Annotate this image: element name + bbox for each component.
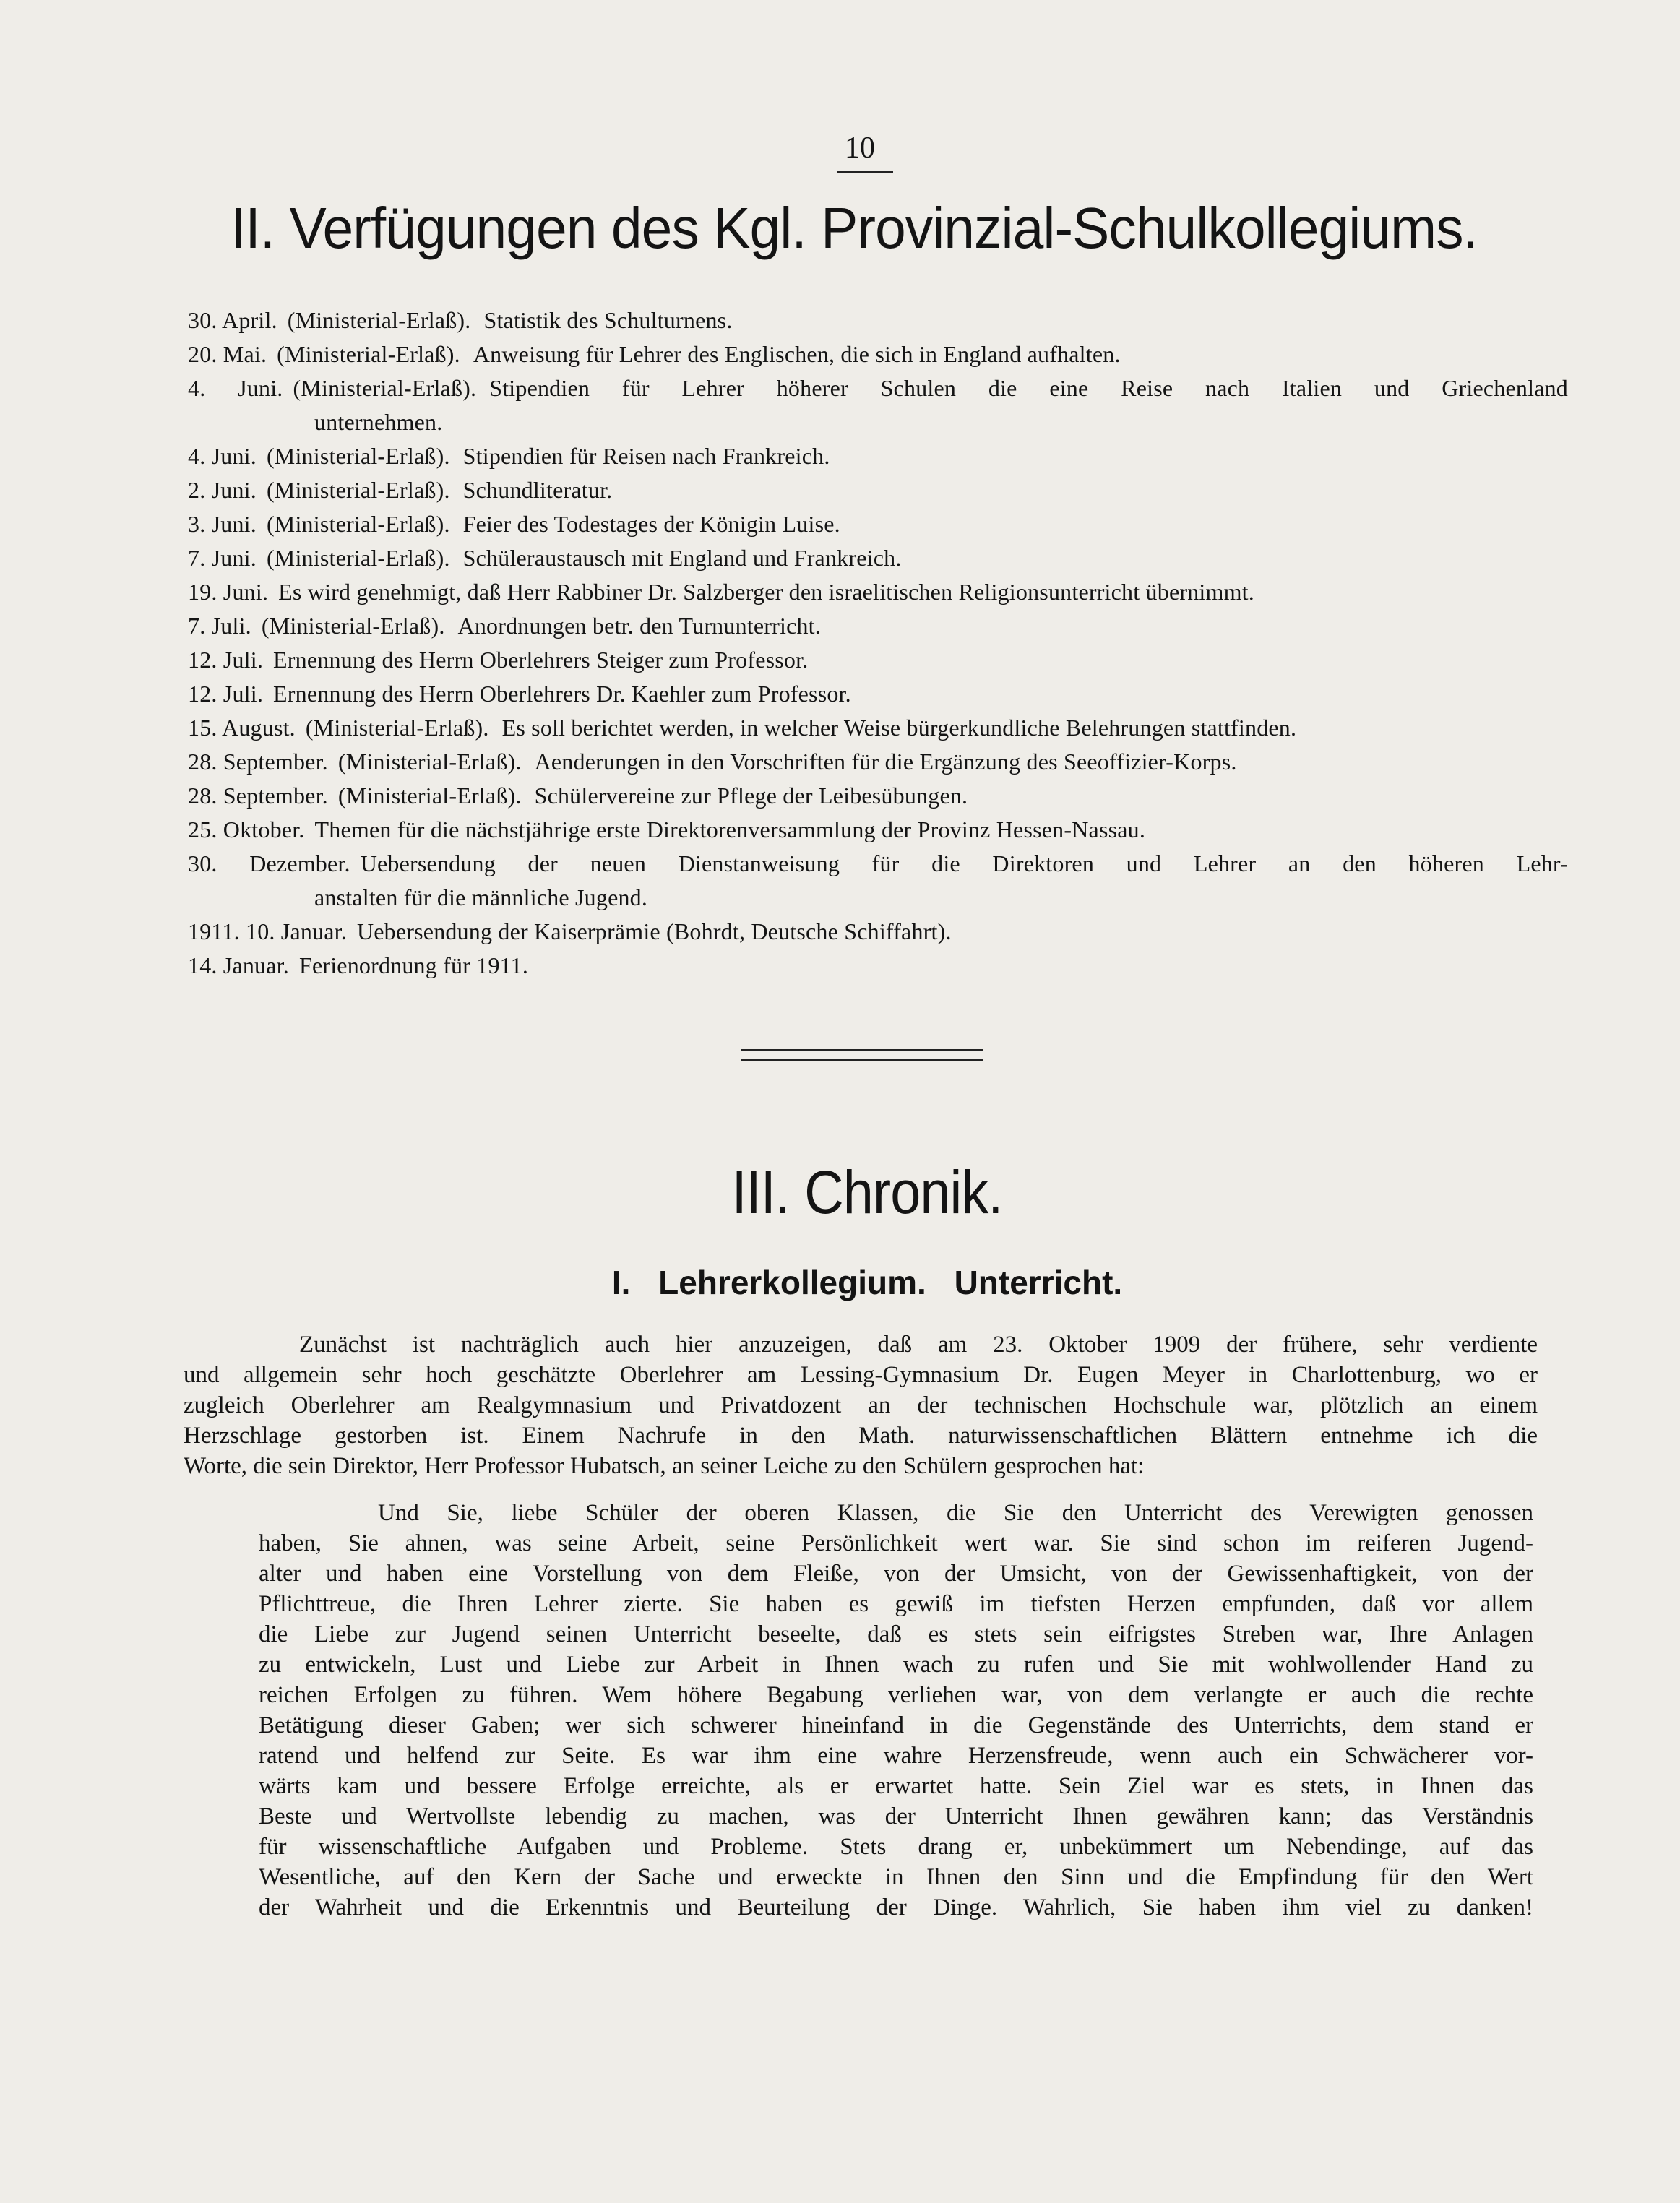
section-divider <box>741 1049 983 1061</box>
decree-entry <box>188 779 1568 813</box>
decree-date: 30. April. <box>188 307 277 333</box>
decree-date: 1911. 10. Januar. <box>188 918 347 944</box>
decree-reference: (Ministerial-Erlaß). <box>277 341 460 367</box>
text-line: Worte, die sein Direktor, Herr Professor Hubatsch, an seiner Leiche zu den Schülern gesprochen hat: <box>184 1453 1145 1479</box>
decree-text: Schundliteratur. <box>462 477 613 503</box>
decree-date: 4. Juni. <box>188 443 257 469</box>
page-number: 10 <box>845 132 875 165</box>
decree-reference: (Ministerial-Erlaß). <box>266 443 450 469</box>
decree-reference: (Ministerial-Erlaß). <box>293 375 477 401</box>
decree-text: Anweisung für Lehrer des Englischen, die sich in England aufhalten. <box>473 341 1121 367</box>
decree-text-continuation: unternehmen. <box>314 409 443 435</box>
text-line: Wesentliche, auf den Kern der Sache und erweckte in Ihnen den Sinn und die Empfindung für den Wert <box>259 1864 1533 1890</box>
decree-entry <box>188 337 1568 371</box>
text-line: ratend und helfend zur Seite. Es war ihm eine wahre Herzensfreude, wenn auch ein Schwächerer vor- <box>259 1743 1533 1769</box>
decree-text-continuation: anstalten für die männliche Jugend. <box>314 884 648 910</box>
decree-text: Stipendien für Lehrer höherer Schulen die eine Reise nach Italien und Griechenland <box>489 375 1568 401</box>
decree-date: 14. Januar. <box>188 952 289 978</box>
decree-entry <box>188 677 1568 711</box>
text-line: Und Sie, liebe Schüler der oberen Klassen, die Sie den Unterricht des Verewigten genossen <box>378 1500 1533 1526</box>
text-line: die Liebe zur Jugend seinen Unterricht beseelte, daß es stets sein eifrigstes Streben war, Ihre Anlagen <box>259 1621 1533 1647</box>
decree-entry <box>188 915 1568 949</box>
decree-entry <box>188 745 1568 779</box>
decree-text: Stipendien für Reisen nach Frankreich. <box>462 443 830 469</box>
decree-date: 20. Mai. <box>188 341 267 367</box>
decree-reference: (Ministerial-Erlaß). <box>337 783 522 809</box>
text-line: zugleich Oberlehrer am Realgymnasium und Privatdozent an der technischen Hochschule war, plötzlich an einem <box>184 1392 1538 1418</box>
decree-date: 4. Juni. <box>188 375 283 401</box>
decree-text: Es wird genehmigt, daß Herr Rabbiner Dr. Salzberger den israelitischen Religionsunterricht übernimmt. <box>278 579 1254 605</box>
text-line: Beste und Wertvollste lebendig zu machen, was der Unterricht Ihnen gewähren kann; das Verständnis <box>259 1803 1533 1829</box>
decree-reference: (Ministerial-Erlaß). <box>337 749 522 775</box>
page-number-rule <box>837 171 893 173</box>
decree-reference: (Ministerial-Erlaß). <box>266 511 450 537</box>
chronicle-paragraph <box>184 1329 1538 1481</box>
decree-date: 7. Juni. <box>188 545 257 571</box>
text-line: alter und haben eine Vorstellung von dem Fleiße, von der Umsicht, von der Gewissenhaftigkeit, von der <box>259 1561 1533 1587</box>
decree-text: Ferienordnung für 1911. <box>298 952 529 978</box>
decree-text: Ernennung des Herrn Oberlehrers Dr. Kaehler zum Professor. <box>273 681 851 707</box>
text-line: wärts kam und bessere Erfolge erreichte, als er erwartet hatte. Sein Ziel war es stets, in Ihnen das <box>259 1773 1533 1799</box>
decree-date: 15. August. <box>188 715 296 741</box>
decree-date: 3. Juni. <box>188 511 257 537</box>
decree-entry <box>188 711 1568 745</box>
decree-date: 2. Juni. <box>188 477 257 503</box>
decree-entry <box>188 371 1568 439</box>
decree-date: 30. Dezember. <box>188 850 350 876</box>
decree-list <box>188 303 1568 983</box>
decree-entry <box>188 949 1568 983</box>
decree-text: Anordnungen betr. den Turnunterricht. <box>457 613 821 639</box>
decree-text: Es soll berichtet werden, in welcher Weise bürgerkundliche Belehrungen stattfinden. <box>501 715 1297 741</box>
decree-date: 12. Juli. <box>188 681 264 707</box>
decree-entry <box>188 609 1568 643</box>
decree-entry <box>188 847 1568 915</box>
section-3-title: III. Chronik. <box>731 1158 1003 1226</box>
decree-text: Uebersendung der neuen Dienstanweisung für die Direktoren und Lehrer an den höheren Lehr- <box>360 850 1568 876</box>
decree-text: Schüleraustausch mit England und Frankreich. <box>462 545 902 571</box>
decree-date: 25. Oktober. <box>188 816 305 842</box>
decree-entry <box>188 507 1568 541</box>
text-line: der Wahrheit und die Erkenntnis und Beurteilung der Dinge. Wahrlich, Sie haben ihm viel zu danken! <box>259 1894 1533 1920</box>
decree-entry <box>188 303 1568 337</box>
decree-text: Themen für die nächstjährige erste Direktorenversammlung der Provinz Hessen-Nassau. <box>314 816 1146 842</box>
text-line: reichen Erfolgen zu führen. Wem höhere Begabung verliehen war, von dem verlangte er auch die rechte <box>259 1682 1533 1708</box>
text-line: Pflichttreue, die Ihren Lehrer zierte. Sie haben es gewiß im tiefsten Herzen empfunden, daß vor allem <box>259 1591 1533 1617</box>
decree-reference: (Ministerial-Erlaß). <box>266 545 450 571</box>
decree-text: Schülervereine zur Pflege der Leibesübungen. <box>534 783 968 809</box>
decree-date: 28. September. <box>188 749 328 775</box>
decree-reference: (Ministerial-Erlaß). <box>305 715 489 741</box>
decree-text: Aenderungen in den Vorschriften für die Ergänzung des Seeoffizier-Korps. <box>534 749 1237 775</box>
decree-text: Feier des Todestages der Königin Luise. <box>462 511 840 537</box>
decree-reference: (Ministerial-Erlaß). <box>287 307 471 333</box>
decree-date: 12. Juli. <box>188 647 264 673</box>
decree-date: 28. September. <box>188 783 328 809</box>
text-line: Betätigung dieser Gaben; wer sich schwerer hineinfand in die Gegenstände des Unterrichts, dem stand er <box>259 1712 1533 1738</box>
decree-reference: (Ministerial-Erlaß). <box>261 613 445 639</box>
section-2-title: II. Verfügungen des Kgl. Provinzial-Schulkollegiums. <box>231 196 1478 260</box>
decree-entry <box>188 473 1568 507</box>
decree-entry <box>188 575 1568 609</box>
decree-text: Statistik des Schulturnens. <box>483 307 733 333</box>
decree-text: Ernennung des Herrn Oberlehrers Steiger zum Professor. <box>273 647 809 673</box>
decree-entry <box>188 439 1568 473</box>
decree-date: 7. Juli. <box>188 613 251 639</box>
decree-text: Uebersendung der Kaiserprämie (Bohrdt, Deutsche Schiffahrt). <box>356 918 952 944</box>
decree-reference: (Ministerial-Erlaß). <box>266 477 450 503</box>
text-line: haben, Sie ahnen, was seine Arbeit, seine Persönlichkeit wert war. Sie sind schon im reiferen Jugend- <box>259 1530 1533 1556</box>
text-line: zu entwickeln, Lust und Liebe zur Arbeit in Ihnen wach zu rufen und Sie mit wohlwollender Hand zu <box>259 1652 1533 1678</box>
section-3-subtitle: I. Lehrerkollegium. Unterricht. <box>611 1264 1123 1301</box>
text-line: Herzschlage gestorben ist. Einem Nachrufe in den Math. naturwissenschaftlichen Blättern entnehme ich die <box>184 1423 1538 1449</box>
decree-entry <box>188 643 1568 677</box>
decree-entry <box>188 813 1568 847</box>
eulogy-quote <box>259 1498 1533 1923</box>
decree-entry <box>188 541 1568 575</box>
decree-date: 19. Juni. <box>188 579 269 605</box>
text-line: und allgemein sehr hoch geschätzte Oberlehrer am Lessing-Gymnasium Dr. Eugen Meyer in Charlottenburg, wo er <box>184 1362 1538 1388</box>
text-line: für wissenschaftliche Aufgaben und Probleme. Stets drang er, unbekümmert um Nebendinge, auf das <box>259 1834 1533 1860</box>
text-line: Zunächst ist nachträglich auch hier anzuzeigen, daß am 23. Oktober 1909 der frühere, sehr verdiente <box>299 1332 1538 1358</box>
